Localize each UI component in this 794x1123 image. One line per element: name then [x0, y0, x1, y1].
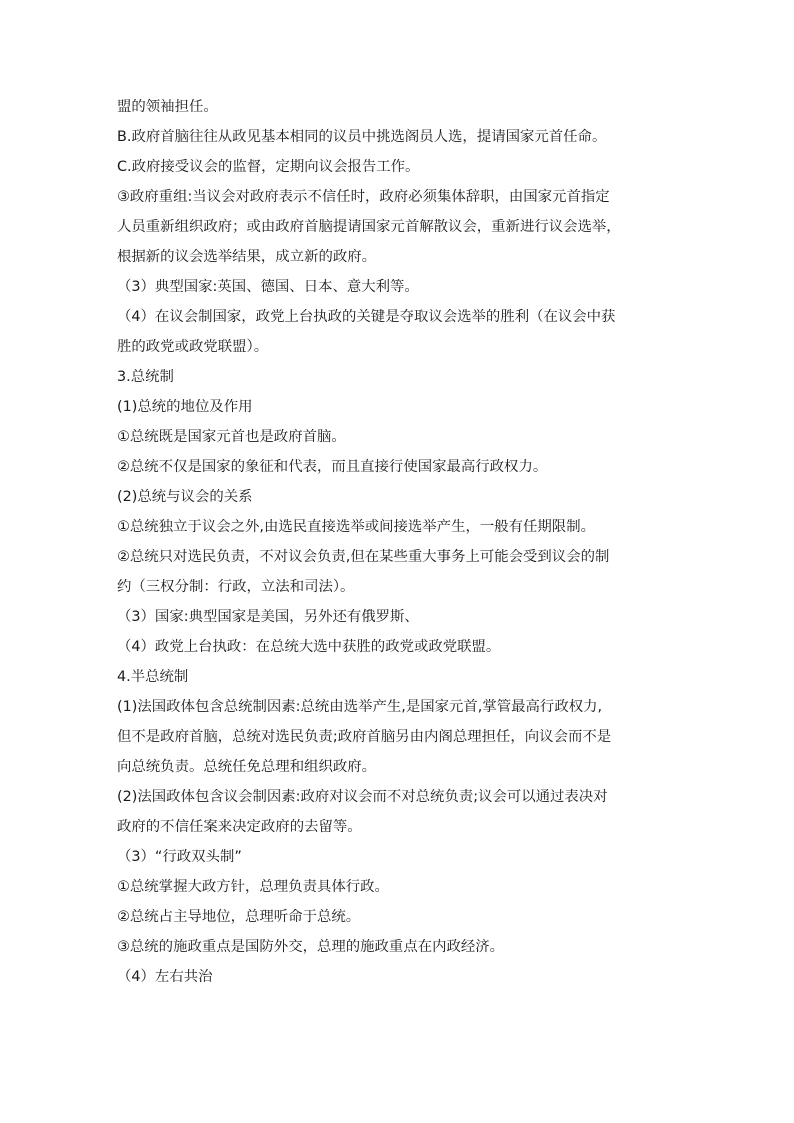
document-body [117, 92, 685, 992]
text-line-16: ②总统只对选民负责，不对议会负责,但在某些重大事务上可能会受到议会的制 [117, 549, 610, 565]
text-line-7: （3）典型国家:英国、德国、日本、意大利等。 [117, 279, 419, 295]
text-line-30: （4）左右共治 [117, 969, 213, 985]
text-line-9: 胜的政党或政党联盟）。 [117, 339, 269, 355]
text-line-3: C.政府接受议会的监督，定期向议会报告工作。 [117, 159, 420, 175]
text-line-29: ③总统的施政重点是国防外交，总理的施政重点在内政经济。 [117, 939, 505, 955]
text-line-26: （3）“行政双头制” [117, 849, 242, 865]
section-heading-3: 3.总统制 [117, 369, 174, 385]
text-line-28: ②总统占主导地位，总理听命于总统。 [117, 909, 361, 925]
text-line-19: （4）政党上台执政：在总统大选中获胜的政党或政党联盟。 [117, 639, 501, 655]
text-line-5: 人员重新组织政府；或由政府首脑提请国家元首解散议会，重新进行议会选举， [117, 219, 621, 235]
text-line-21: (1)法国政体包含总统制因素:总统由选举产生,是国家元首,掌管最高行政权力, [117, 699, 603, 715]
text-line-24: (2)法国政体包含议会制因素:政府对议会而不对总统负责;议会可以通过表决对 [117, 789, 608, 805]
text-line-2: B.政府首脑往往从政见基本相同的议员中挑选阁员人选，提请国家元首任命。 [117, 129, 607, 145]
text-line-17: 约（三权分制：行政，立法和司法）。 [117, 579, 355, 595]
text-line-27: ①总统掌握大政方针，总理负责具体行政。 [117, 879, 389, 895]
section-heading-4: 4.半总统制 [117, 669, 189, 685]
text-line-1: 盟的领袖担任。 [117, 99, 218, 115]
text-line-13: ②总统不仅是国家的象征和代表，而且直接行使国家最高行政权力。 [117, 459, 548, 475]
text-line-8: （4）在议会制国家，政党上台执政的关键是夺取议会选举的胜利（在议会中获 [117, 309, 616, 325]
text-line-18: （3）国家:典型国家是美国，另外还有俄罗斯、 [117, 609, 419, 625]
text-line-4: ③政府重组:当议会对政府表示不信任时，政府必须集体辞职，由国家元首指定 [117, 189, 610, 205]
text-line-12: ①总统既是国家元首也是政府首脑。 [117, 429, 346, 445]
text-line-22: 但不是政府首脑，总统对选民负责;政府首脑另由内阁总理担任，向议会而不是 [117, 729, 612, 745]
text-line-14: (2)总统与议会的关系 [117, 489, 253, 505]
text-line-11: (1)总统的地位及作用 [117, 399, 253, 415]
text-line-15: ①总统独立于议会之外,由选民直接选举或间接选举产生，一般有任期限制。 [117, 519, 595, 535]
text-line-25: 政府的不信任案来决定政府的去留等。 [117, 819, 362, 835]
text-line-6: 根据新的议会选举结果，成立新的政府。 [117, 249, 377, 265]
text-line-23: 向总统负责。总统任免总理和组织政府。 [117, 759, 377, 775]
